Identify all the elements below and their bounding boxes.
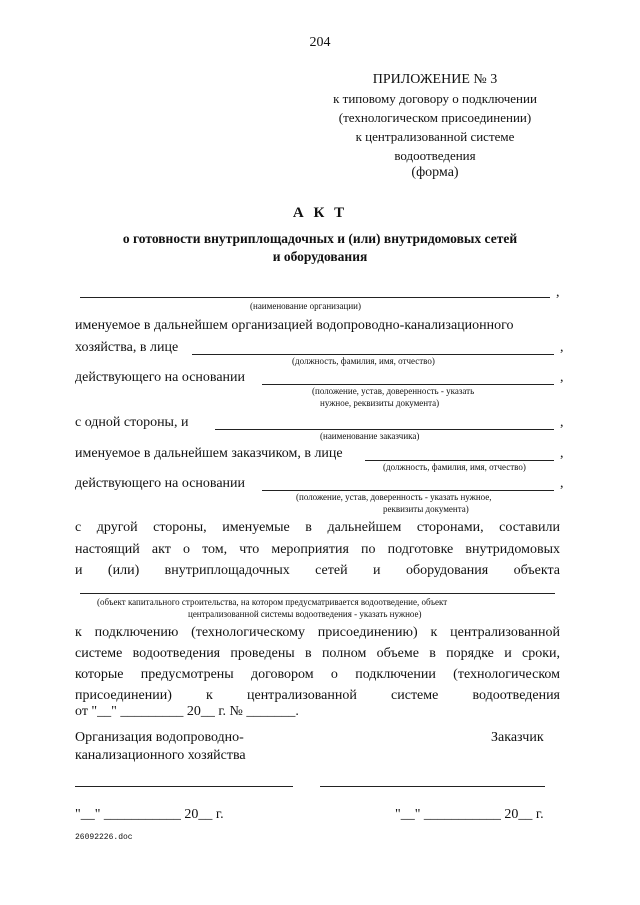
org-representative-line	[192, 354, 554, 355]
basis-caption: реквизиты документа)	[383, 504, 469, 514]
org-name-line	[80, 297, 550, 298]
appendix-block	[305, 70, 565, 165]
org-signature-line	[75, 786, 293, 787]
comma: ,	[560, 340, 564, 355]
position-caption: (должность, фамилия, имя, отчество)	[292, 356, 435, 366]
position-caption: (должность, фамилия, имя, отчество)	[383, 462, 526, 472]
object-line	[80, 593, 555, 594]
comma: ,	[560, 476, 564, 491]
appendix-line: (технологическом присоединении)	[338, 110, 532, 125]
form-label: (форма)	[411, 165, 459, 180]
customer-signature-line	[320, 786, 545, 787]
body-line: и (или) внутриплощадочных сетей и оборудования объекта	[75, 563, 560, 578]
customer-representative-line	[365, 460, 554, 461]
object-caption: централизованной системы водоотведения - указать нужное)	[188, 609, 422, 619]
body-line: настоящий акт о том, что мероприятия по подготовке внутридомовых	[75, 542, 560, 557]
acting-basis-org: действующего на основании	[75, 370, 246, 385]
org-signature-label: канализационного хозяйства	[75, 748, 246, 763]
appendix-line: к типовому договору о подключении	[333, 91, 537, 106]
comma: ,	[560, 370, 564, 385]
object-caption: (объект капитального строительства, на котором предусматривается водоотведение, объект	[97, 597, 448, 607]
basis-caption: нужное, реквизиты документа)	[320, 398, 440, 408]
body-line: присоединении) к централизованной системе водоотведения	[75, 688, 560, 703]
document-title: А К Т	[292, 205, 348, 221]
customer-signature-label: Заказчик	[491, 730, 544, 745]
basis-caption: (положение, устав, доверенность - указать	[312, 386, 475, 396]
referred-as-org: именуемое в дальнейшем организацией водопроводно-канализационного	[75, 318, 514, 333]
represented-by-org: хозяйства, в лице	[75, 340, 179, 355]
body-line: системе водоотведения проведены в полном объеме в порядке и сроки,	[75, 646, 560, 661]
acting-basis-customer: действующего на основании	[75, 476, 246, 491]
subtitle-line: и оборудования	[272, 249, 368, 264]
customer-name-line	[215, 429, 554, 430]
body-line: с другой стороны, именуемые в дальнейшем сторонами, составили	[75, 520, 560, 535]
act-date-number: от "__" _________ 20__ г. № _______.	[75, 704, 299, 719]
comma: ,	[556, 285, 560, 300]
appendix-heading: ПРИЛОЖЕНИЕ № 3	[372, 72, 498, 87]
comma: ,	[560, 415, 564, 430]
org-name-caption: (наименование организации)	[250, 301, 361, 311]
basis-caption: (положение, устав, доверенность - указать нужное,	[296, 492, 492, 502]
customer-signature-date: "__" ___________ 20__ г.	[395, 807, 544, 822]
org-signature-label: Организация водопроводно-	[75, 730, 244, 745]
referred-as-customer: именуемое в дальнейшем заказчиком, в лице	[75, 446, 343, 461]
org-basis-line	[262, 384, 554, 385]
one-side-text: с одной стороны, и	[75, 415, 189, 430]
page-number: 204	[309, 35, 331, 50]
customer-caption: (наименование заказчика)	[320, 431, 420, 441]
subtitle-line: о готовности внутриплощадочных и (или) внутридомовых сетей	[122, 231, 518, 246]
body-line: которые предусмотрены договором о подключении (технологическом	[75, 667, 560, 682]
comma: ,	[560, 446, 564, 461]
body-line: к подключению (технологическому присоединению) к централизованной	[75, 625, 560, 640]
appendix-line: водоотведения	[394, 148, 476, 163]
document-subtitle	[60, 230, 580, 266]
org-signature-date: "__" ___________ 20__ г.	[75, 807, 224, 822]
appendix-line: к централизованной системе	[355, 129, 515, 144]
customer-basis-line	[262, 490, 554, 491]
file-name: 26092226.doc	[75, 833, 133, 842]
